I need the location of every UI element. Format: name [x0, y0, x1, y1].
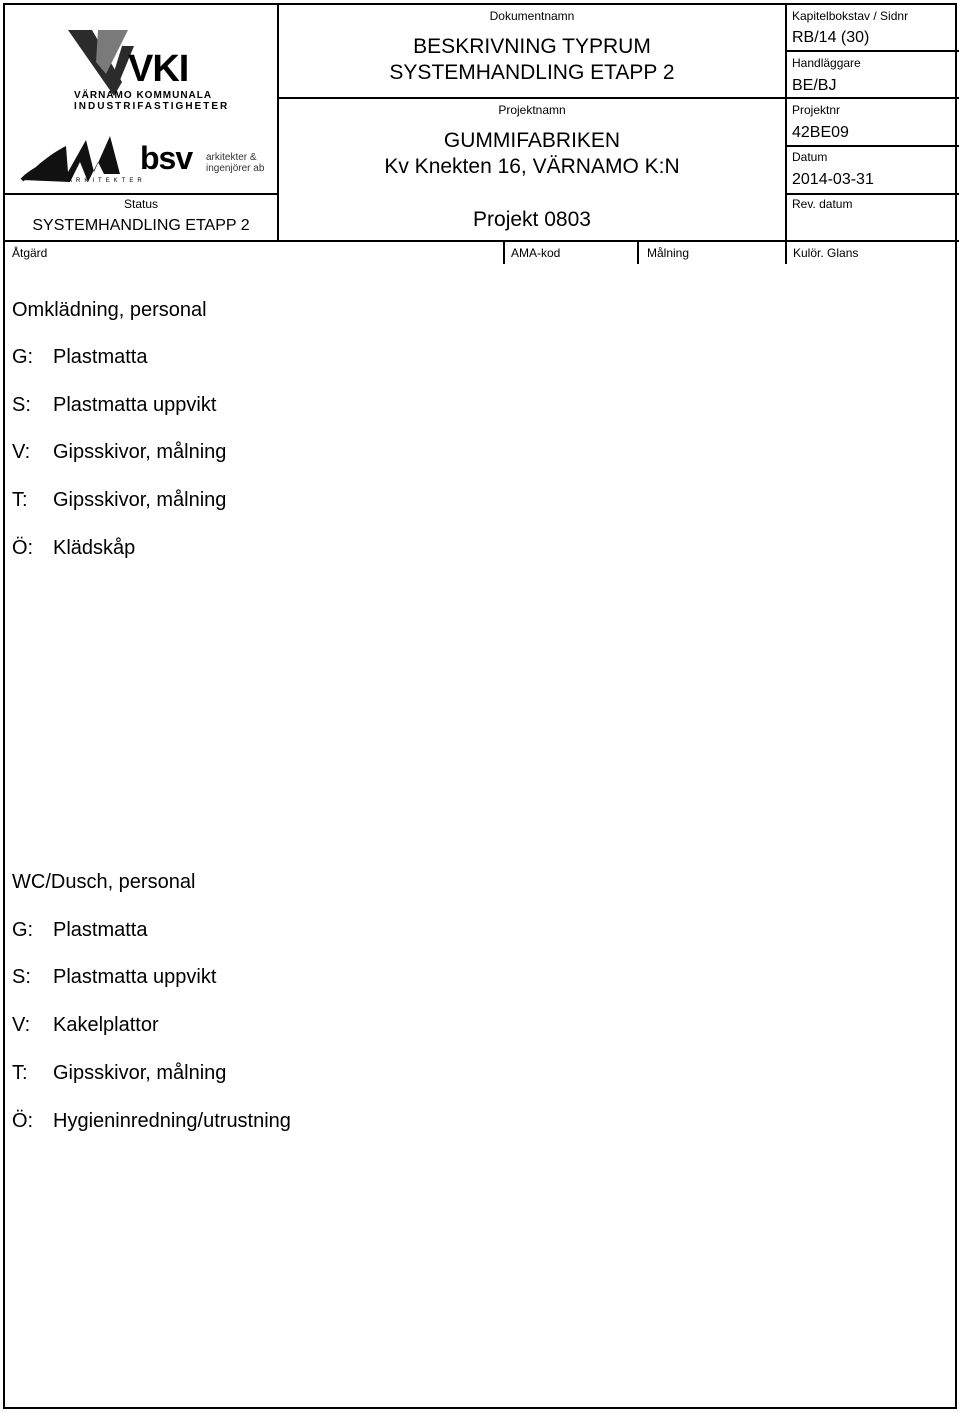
vki-logo-text: VKI: [128, 48, 189, 90]
malning-label: Målning: [647, 246, 690, 260]
row-key: G:: [12, 919, 34, 941]
projekt-number: Projekt 0803: [473, 208, 591, 231]
kapitel-label: Kapitelbokstav / Sidnr: [792, 9, 909, 23]
vki-logo-line1: VÄRNAMO KOMMUNALA: [74, 90, 213, 101]
list-item: [12, 919, 147, 942]
header-divider: [3, 240, 959, 242]
list-item: [12, 1062, 226, 1085]
list-item: [12, 1110, 291, 1133]
handlaggare-value: BE/BJ: [792, 77, 837, 94]
kapitel-value: RB/14 (30): [792, 29, 870, 46]
list-item: [12, 1014, 159, 1037]
m-logo-sub: ARKITEKTER: [68, 178, 146, 184]
datum-value: 2014-03-31: [792, 171, 874, 188]
projektnamn-line1: GUMMIFABRIKEN: [443, 129, 621, 152]
section-title: WC/Dusch, personal: [12, 871, 196, 893]
row-value: Plastmatta: [53, 346, 148, 368]
row-value: Plastmatta: [53, 919, 148, 941]
row-value: Gipsskivor, målning: [53, 441, 227, 463]
list-item: [12, 966, 216, 989]
row-value: Plastmatta uppvikt: [53, 394, 217, 416]
row-key: G:: [12, 346, 34, 368]
header-divider: [785, 3, 787, 242]
bsv-logo-sub1: arkitekter &: [206, 152, 257, 163]
list-item: [12, 537, 135, 560]
revdatum-label: Rev. datum: [792, 197, 853, 211]
projektnr-value: 42BE09: [792, 124, 849, 141]
atgard-label: Åtgärd: [12, 246, 48, 260]
row-key: V:: [12, 441, 31, 463]
dokumentnamn-line2: SYSTEMHANDLING ETAPP 2: [389, 61, 675, 84]
list-item: [12, 394, 216, 417]
projektnr-label: Projektnr: [792, 103, 841, 117]
header-divider: [277, 97, 959, 99]
row-value: Gipsskivor, målning: [53, 1062, 227, 1084]
amakod-label: AMA-kod: [511, 246, 561, 260]
kulor-label: Kulör. Glans: [793, 246, 859, 260]
section-title: Omklädning, personal: [12, 299, 207, 321]
row-value: Kakelplattor: [53, 1014, 159, 1036]
row-value: Klädskåp: [53, 537, 136, 559]
list-item: [12, 346, 147, 369]
row-key: V:: [12, 1014, 31, 1036]
dokumentnamn-line1: BESKRIVNING TYPRUM: [413, 35, 651, 58]
handlaggare-label: Handläggare: [792, 56, 861, 70]
row-key: Ö:: [12, 537, 34, 559]
status-label: Status: [123, 197, 159, 211]
header-divider: [3, 193, 279, 195]
projektnamn-line2: Kv Knekten 16, VÄRNAMO K:N: [384, 155, 680, 178]
row-key: Ö:: [12, 1110, 34, 1132]
header-divider: [785, 145, 959, 147]
datum-label: Datum: [792, 150, 828, 164]
list-item: [12, 489, 226, 512]
projektnamn-label: Projektnamn: [498, 103, 566, 117]
header-divider: [785, 240, 787, 264]
header-divider: [637, 240, 639, 264]
status-value: SYSTEMHANDLING ETAPP 2: [32, 217, 250, 234]
header-divider: [785, 193, 959, 195]
bsv-logo-sub2: ingenjörer ab: [206, 163, 265, 174]
row-key: S:: [12, 966, 31, 988]
header-divider: [503, 240, 505, 264]
row-value: Gipsskivor, målning: [53, 489, 227, 511]
row-key: S:: [12, 394, 31, 416]
dokumentnamn-label: Dokumentnamn: [489, 9, 575, 23]
row-value: Hygieninredning/utrustning: [53, 1110, 291, 1132]
bsv-logo-text: bsv: [140, 140, 193, 176]
logo-area: [10, 12, 272, 192]
vki-logo-line2: INDUSTRIFASTIGHETER: [74, 101, 230, 112]
row-value: Plastmatta uppvikt: [53, 966, 217, 988]
header-divider: [785, 50, 959, 52]
row-key: T:: [12, 1062, 28, 1084]
list-item: [12, 441, 226, 464]
row-key: T:: [12, 489, 28, 511]
